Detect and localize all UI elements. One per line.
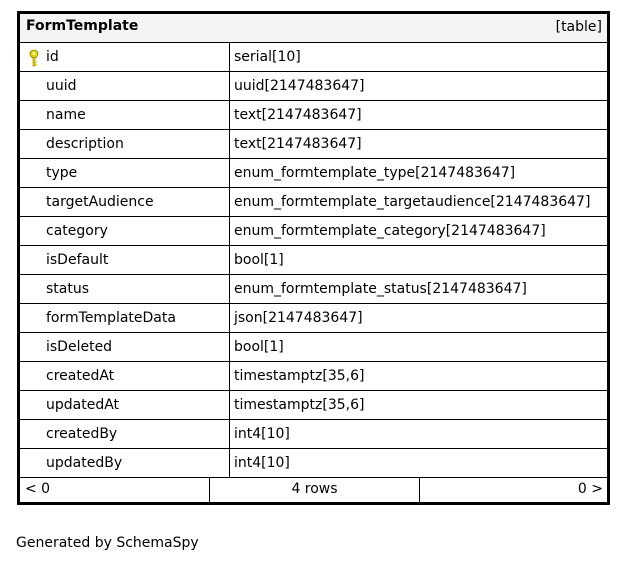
rows-cell — [210, 478, 420, 502]
column-name: type — [46, 165, 78, 181]
column-row — [20, 217, 607, 246]
column-name-cell — [20, 159, 230, 187]
table-header — [20, 14, 607, 43]
column-row — [20, 304, 607, 333]
column-row — [20, 362, 607, 391]
column-row — [20, 159, 607, 188]
column-row — [20, 43, 607, 72]
column-name-cell — [20, 391, 230, 419]
column-name-cell — [20, 304, 230, 332]
column-name-cell — [20, 362, 230, 390]
column-type: text[2147483647] — [234, 107, 362, 123]
column-type: bool[1] — [234, 252, 284, 268]
table-footer — [20, 478, 607, 502]
table-node — [17, 11, 610, 505]
column-name: name — [46, 107, 86, 123]
column-name-cell — [20, 130, 230, 158]
column-list — [20, 43, 607, 478]
column-type: text[2147483647] — [234, 136, 362, 152]
parents-count: < 0 — [25, 481, 51, 497]
row-count: 4 rows — [291, 481, 338, 497]
column-type: timestamptz[35,6] — [234, 397, 365, 413]
column-name: status — [46, 281, 90, 297]
column-name: updatedBy — [46, 455, 123, 471]
column-row — [20, 188, 607, 217]
column-name-cell — [20, 43, 230, 71]
column-name: uuid — [46, 78, 77, 94]
column-name: createdAt — [46, 368, 115, 384]
column-row — [20, 72, 607, 101]
column-name: createdBy — [46, 426, 118, 442]
column-row — [20, 420, 607, 449]
column-name: formTemplateData — [46, 310, 176, 326]
column-row — [20, 130, 607, 159]
children-cell — [422, 478, 607, 502]
column-row — [20, 449, 607, 478]
column-name-cell — [20, 449, 230, 477]
column-name-cell — [20, 246, 230, 274]
column-name-cell — [20, 333, 230, 361]
column-row — [20, 275, 607, 304]
column-type: int4[10] — [234, 455, 290, 471]
table-name: FormTemplate — [26, 18, 139, 34]
column-name: isDeleted — [46, 339, 113, 355]
column-name-cell — [20, 275, 230, 303]
column-type: json[2147483647] — [234, 310, 363, 326]
column-type: timestamptz[35,6] — [234, 368, 365, 384]
column-name: isDefault — [46, 252, 109, 268]
column-type: bool[1] — [234, 339, 284, 355]
children-count: 0 > — [577, 481, 603, 497]
column-name: updatedAt — [46, 397, 120, 413]
key-icon — [28, 49, 40, 67]
column-name: category — [46, 223, 108, 239]
column-name: targetAudience — [46, 194, 154, 210]
column-type: enum_formtemplate_category[2147483647] — [234, 223, 546, 239]
column-row — [20, 333, 607, 362]
column-type: serial[10] — [234, 49, 301, 65]
generated-by-text: Generated by SchemaSpy — [16, 535, 199, 551]
column-name-cell — [20, 420, 230, 448]
table-type-label: [table] — [555, 19, 602, 35]
column-type: enum_formtemplate_type[2147483647] — [234, 165, 516, 181]
column-type: uuid[2147483647] — [234, 78, 365, 94]
column-type: int4[10] — [234, 426, 290, 442]
column-name-cell — [20, 72, 230, 100]
column-type: enum_formtemplate_status[2147483647] — [234, 281, 527, 297]
column-type: enum_formtemplate_targetaudience[2147483647] — [234, 194, 591, 210]
column-row — [20, 246, 607, 275]
column-row — [20, 391, 607, 420]
column-name-cell — [20, 101, 230, 129]
column-name: id — [46, 49, 59, 65]
column-name: description — [46, 136, 124, 152]
column-name-cell — [20, 217, 230, 245]
column-row — [20, 101, 607, 130]
parents-cell — [20, 478, 210, 502]
column-name-cell — [20, 188, 230, 216]
